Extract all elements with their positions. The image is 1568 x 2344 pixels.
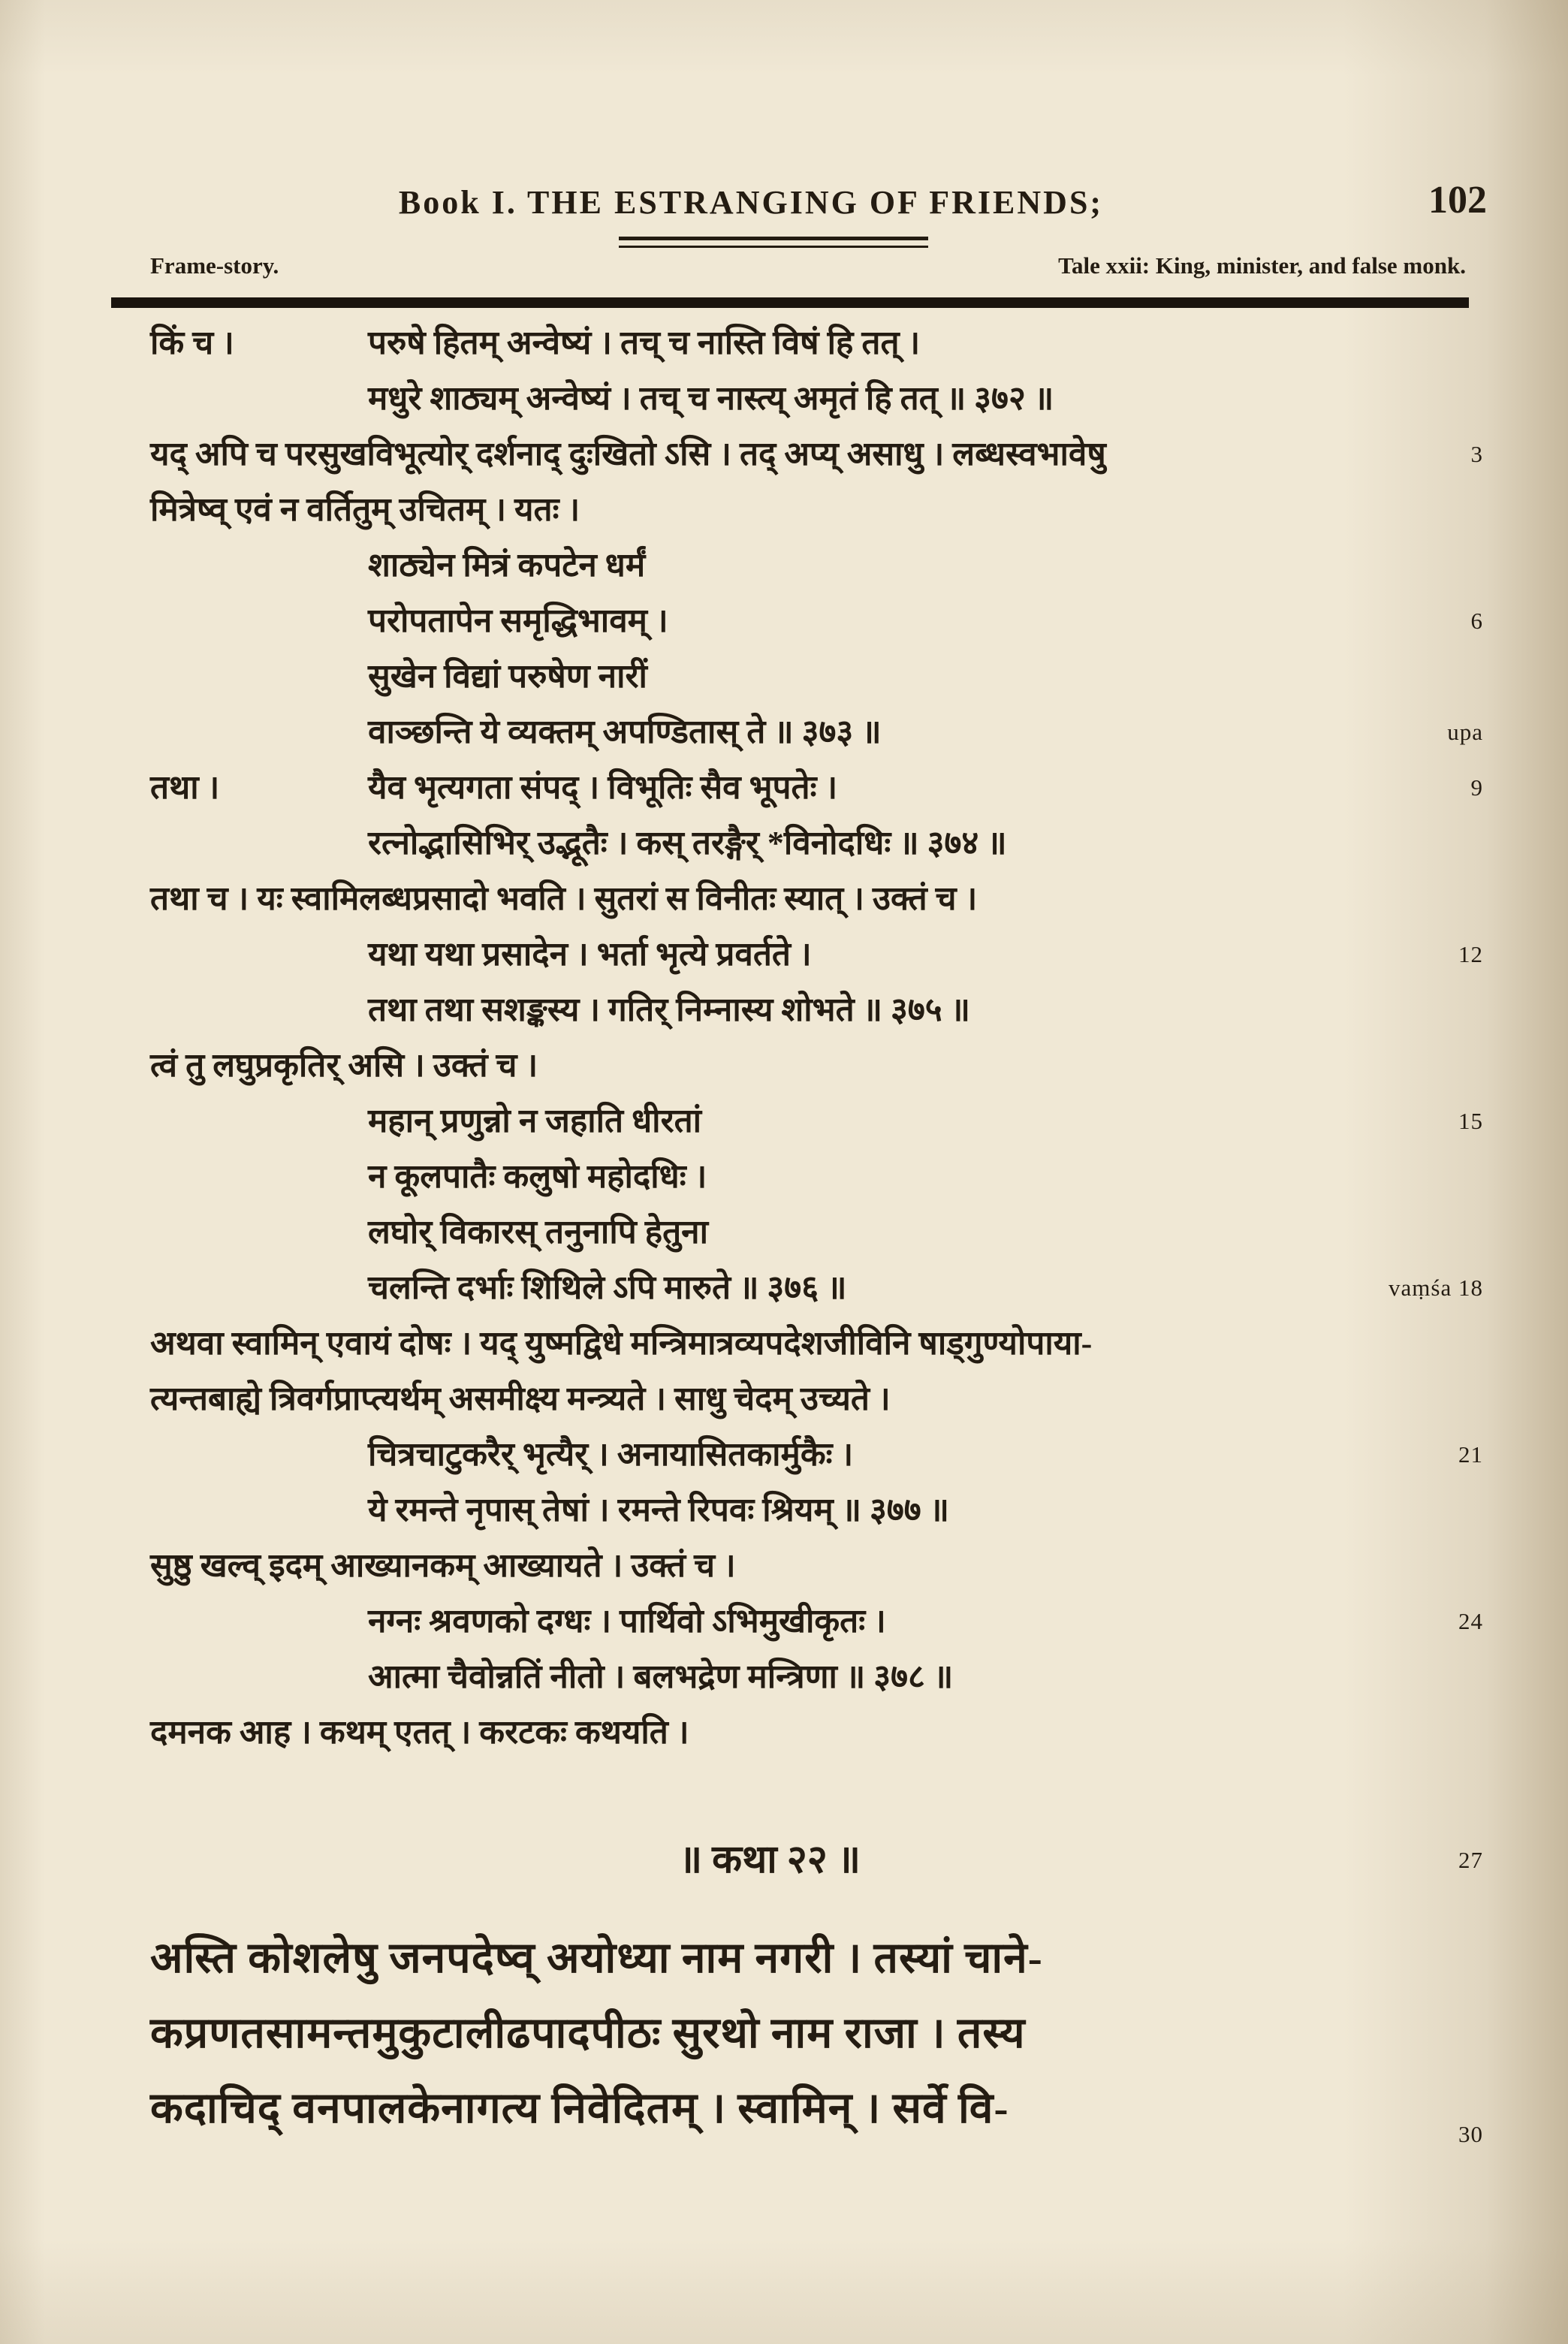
line-text: लघोर् विकारस् तनुनापि हेतुना (368, 1214, 708, 1250)
line-text: आत्मा चैवोन्नतिं नीतो । बलभद्रेण मन्त्रिणा ॥ ३७८ ॥ (368, 1658, 954, 1695)
verse-line (150, 982, 1487, 1038)
verse-line (150, 1427, 1487, 1483)
line-text: महान् प्रणुन्नो न जहाति धीरतां (368, 1103, 702, 1139)
story-paragraph (150, 1921, 1487, 2146)
frame-story-label: Frame-story. (150, 252, 279, 279)
story-heading-row (150, 1837, 1487, 1884)
line-text: परुषे हितम् अन्वेष्यं । तच् च नास्ति विषं हि तत् । (368, 324, 921, 361)
text-line (150, 1371, 1487, 1427)
verse-line (150, 1149, 1487, 1205)
title-double-rule (619, 237, 928, 248)
line-text: अथवा स्वामिन् एवायं दोषः । यद् युष्मद्विधे मन्त्रिमात्रव्यपदेशजीविनि षाड्गुण्योपाया- (150, 1325, 1093, 1362)
line-text: यद् अपि च परसुखविभूत्योर् दर्शनाद् दुःखितो ऽसि । तद् अप्य् असाधु । लब्धस्वभावेषु (150, 436, 1106, 472)
line-text: न कूलपातैः कलुषो महोदधिः । (368, 1158, 707, 1195)
verse-line (150, 1205, 1487, 1260)
line-text: दमनक आह । कथम् एतत् । करटकः कथयति । (150, 1714, 689, 1751)
line-text: सुखेन विद्यां परुषेण नारीं (368, 658, 647, 695)
margin-number: 12 (1458, 941, 1483, 967)
verse-line (150, 315, 1487, 371)
running-header: Book I. THE ESTRANGING OF FRIENDS; (398, 184, 1104, 221)
verse-line (150, 1483, 1487, 1538)
verse-line (150, 649, 1487, 704)
line-text: मधुरे शाठ्यम् अन्वेष्यं । तच् च नास्त्य् अमृतं हि तत् ॥ ३७२ ॥ (368, 380, 1054, 417)
line-text: रत्नोद्भासिभिर् उद्भूतैः । कस् तरङ्गैर् *विनोदधिः ॥ ३७४ ॥ (368, 825, 1007, 861)
verse-line (150, 1094, 1487, 1149)
verse-line (150, 538, 1487, 593)
margin-number: 27 (1458, 1847, 1483, 1873)
story-line (150, 1996, 1487, 2071)
text-line (150, 1705, 1487, 1760)
line-text: वाञ्छन्ति ये व्यक्तम् अपण्डितास् ते ॥ ३७३ ॥ (368, 713, 882, 750)
line-text: शाठ्येन मित्रं कपटेन धर्मं (368, 547, 646, 584)
text-line (150, 1038, 1487, 1094)
text-line (150, 427, 1487, 482)
line-text: तथा च । यः स्वामिलब्धप्रसादो भवति । सुतरां स विनीतः स्यात् । उक्तं च । (150, 880, 978, 917)
text-line (150, 482, 1487, 538)
hang-label: किं च । (150, 324, 234, 361)
line-text: कप्रणतसामन्तमुकुटालीढपादपीठः सुरथो नाम राजा । तस्य (150, 2010, 1026, 2057)
text-line (150, 1538, 1487, 1594)
hang-label: तथा । (150, 769, 220, 806)
line-text: चित्रचाटुकरैर् भृत्यैर् । अनायासितकार्मुकैः । (368, 1436, 854, 1473)
verse-line (150, 816, 1487, 871)
verse-line (150, 1649, 1487, 1705)
margin-note: upa (1447, 719, 1483, 745)
line-text: यैव भृत्यगता संपद् । विभूतिः सैव भूपतेः । (368, 769, 838, 806)
margin-note: vaṃśa 18 (1389, 1275, 1483, 1301)
line-text: चलन्ति दर्भाः शिथिले ऽपि मारुते ॥ ३७६ ॥ (368, 1269, 847, 1306)
line-text: अस्ति कोशलेषु जनपदेष्व् अयोध्या नाम नगरी । तस्यां चाने- (150, 1935, 1043, 1982)
line-text: यथा यथा प्रसादेन । भर्ता भृत्ये प्रवर्तते । (368, 936, 812, 973)
text-line (150, 871, 1487, 927)
margin-number: 3 (1470, 441, 1483, 467)
line-text: मित्रेष्व् एवं न वर्तितुम् उचितम् । यतः । (150, 491, 580, 528)
line-text: नग्नः श्रवणको दग्धः । पार्थिवो ऽभिमुखीकृतः । (368, 1603, 886, 1640)
text-line (150, 1316, 1487, 1371)
line-text: तथा तथा सशङ्कस्य । गतिर् निम्नास्य शोभते ॥ ३७५ ॥ (368, 991, 971, 1028)
line-text: कदाचिद् वनपालकेनागत्य निवेदितम् । स्वामिन् । सर्वे वि- (150, 2085, 1009, 2132)
margin-number: 6 (1470, 608, 1483, 634)
story-line (150, 2071, 1487, 2146)
margin-number: 21 (1458, 1441, 1483, 1468)
header-rule (111, 297, 1469, 308)
verse-line (150, 760, 1487, 816)
story-heading: ॥ कथा २२ ॥ (678, 1839, 861, 1881)
verse-line (150, 704, 1487, 760)
verse-line (150, 593, 1487, 649)
sanskrit-text-block (150, 315, 1487, 1760)
verse-line (150, 1260, 1487, 1316)
margin-number: 30 (1458, 2121, 1483, 2147)
story-line (150, 1921, 1487, 1996)
verse-line (150, 1594, 1487, 1649)
line-text: ये रमन्ते नृपास् तेषां । रमन्ते रिपवः श्रियम् ॥ ३७७ ॥ (368, 1492, 950, 1528)
tale-caption: Tale xxii: King, minister, and false monk. (1058, 252, 1466, 279)
page-number: 102 (1428, 179, 1487, 222)
line-text: सुष्ठु खल्व् इदम् आख्यानकम् आख्यायते । उक्तं च । (150, 1547, 736, 1584)
line-text: त्वं तु लघुप्रकृतिर् असि । उक्तं च । (150, 1047, 538, 1084)
verse-line (150, 371, 1487, 427)
verse-line (150, 927, 1487, 982)
margin-number: 9 (1470, 774, 1483, 801)
margin-number: 24 (1458, 1608, 1483, 1634)
margin-number: 15 (1458, 1108, 1483, 1134)
line-text: त्यन्तबाह्ये त्रिवर्गप्राप्त्यर्थम् असमीक्ष्य मन्त्र्यते । साधु चेदम् उच्यते । (150, 1380, 891, 1417)
line-text: परोपतापेन समृद्धिभावम् । (368, 602, 668, 639)
